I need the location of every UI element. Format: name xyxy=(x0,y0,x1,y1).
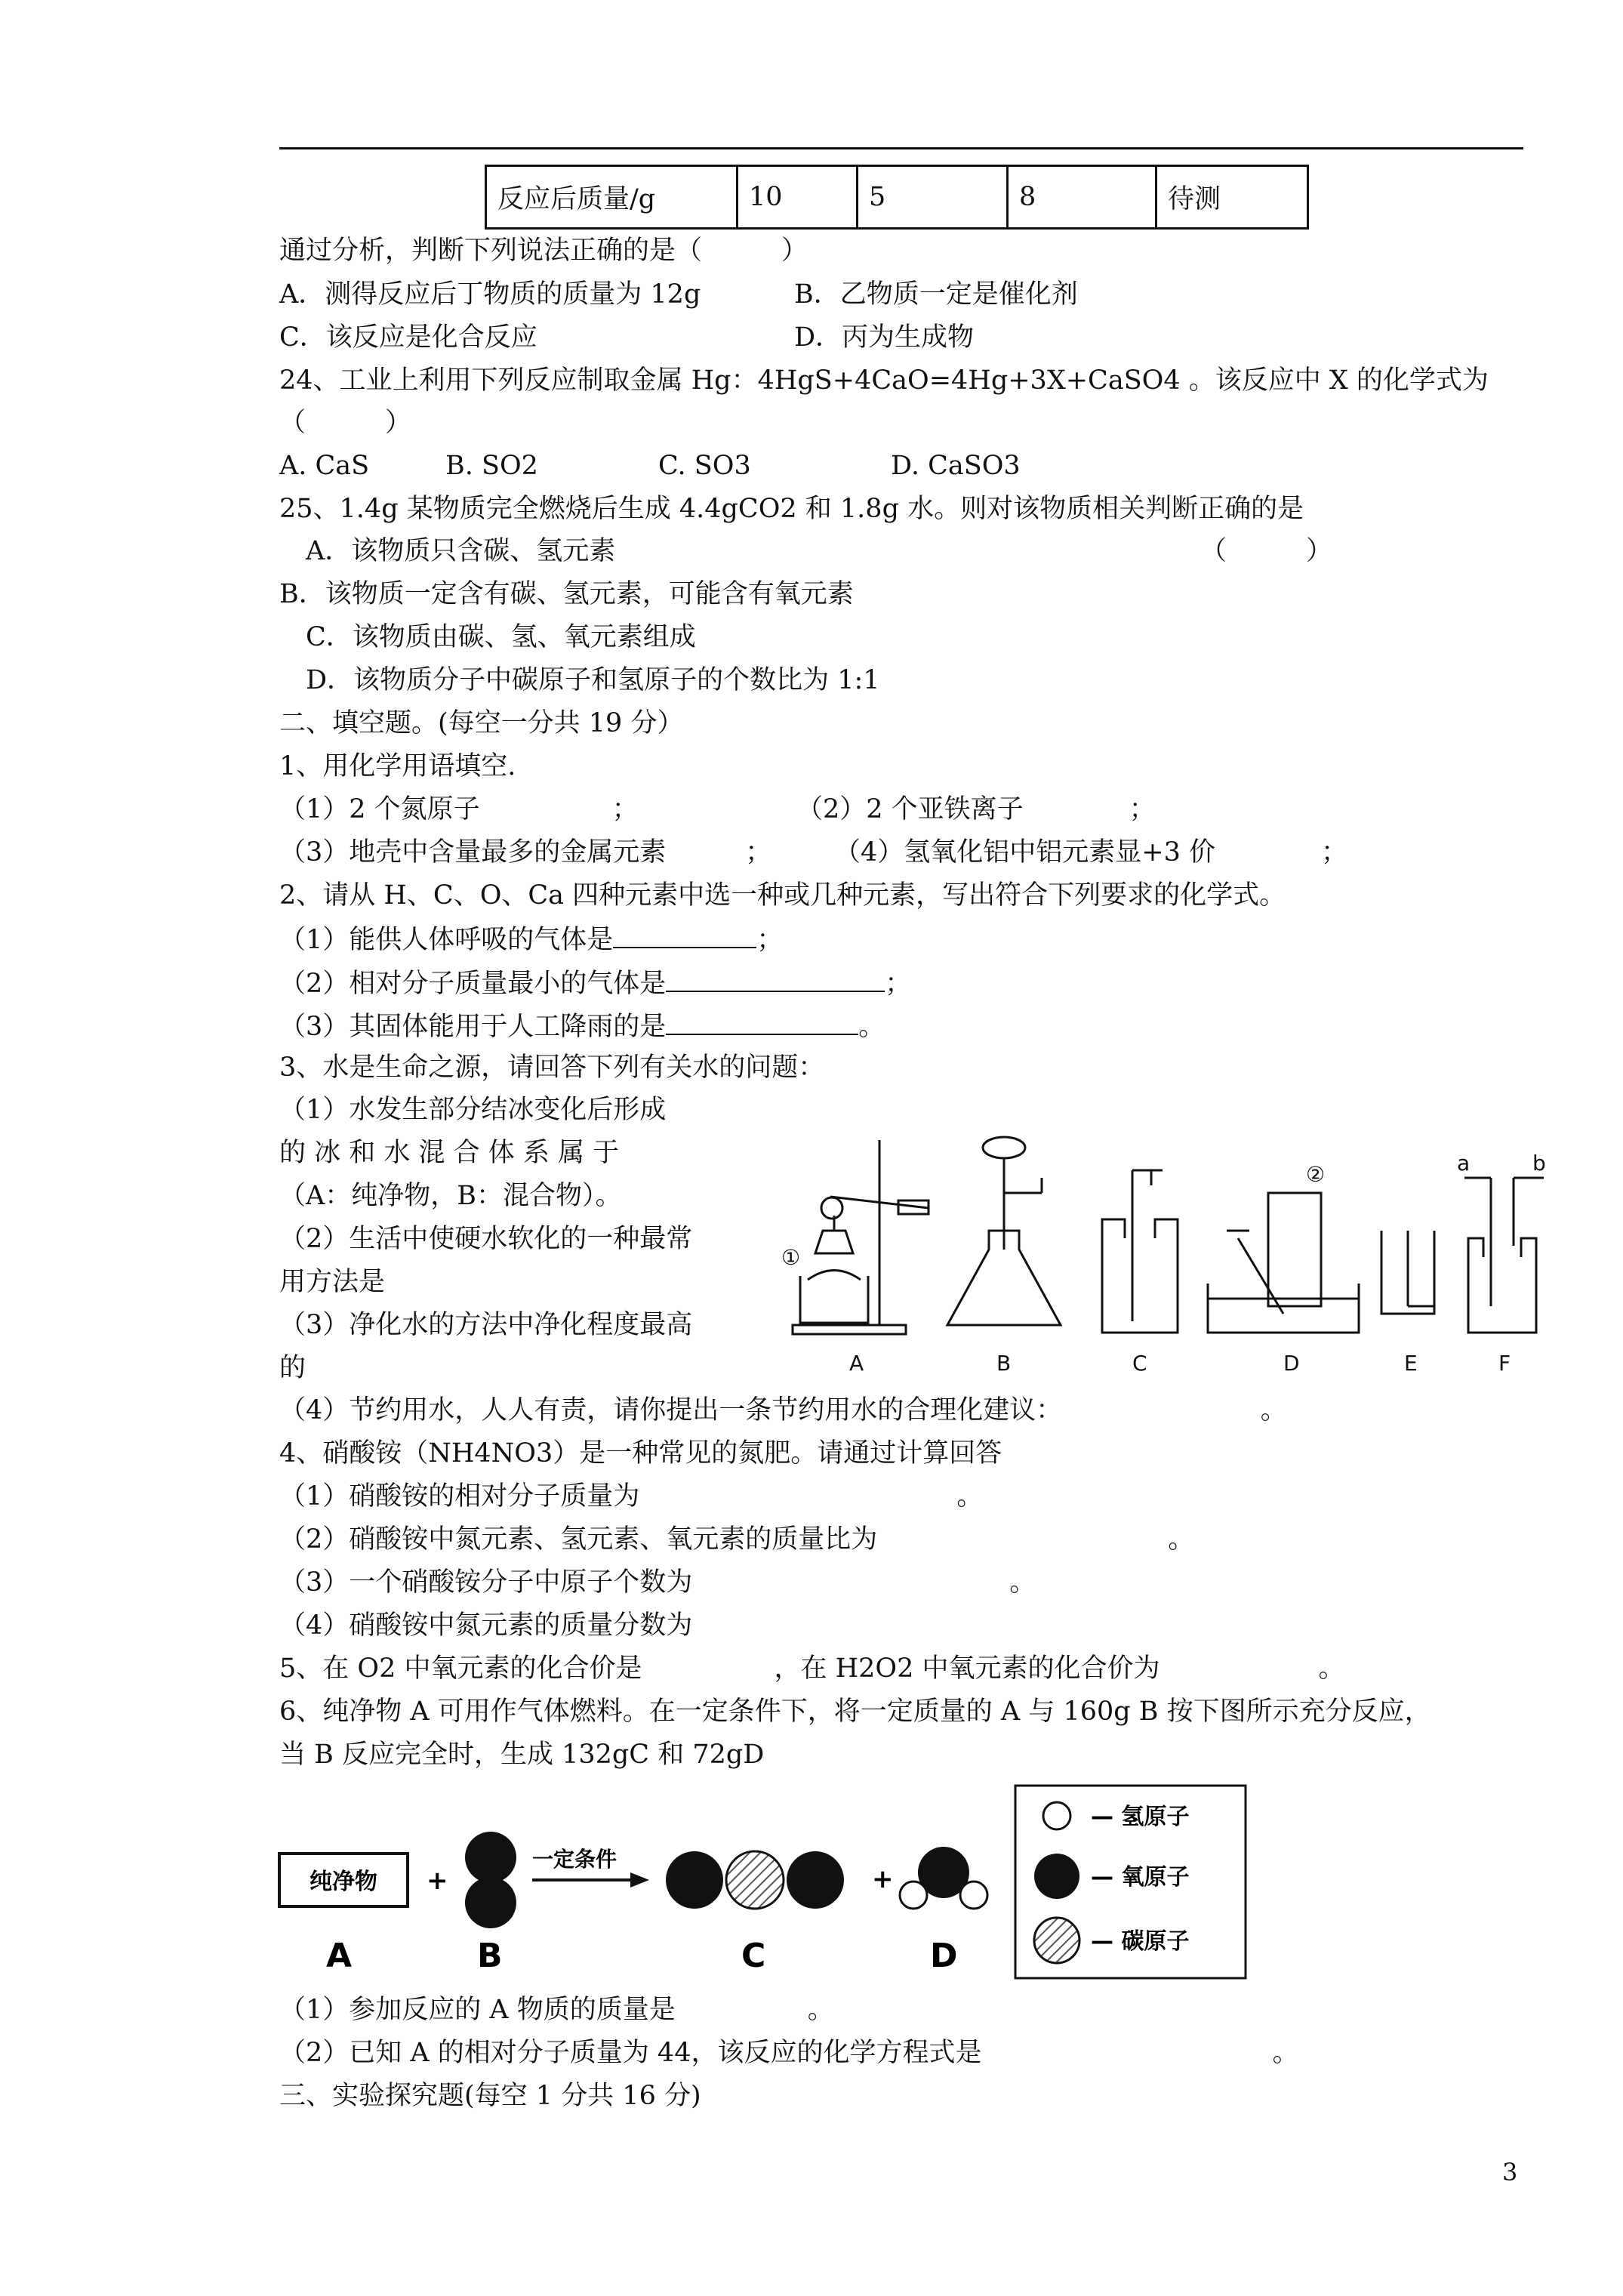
blank-item: 的 xyxy=(279,1353,306,1383)
reaction-diagram xyxy=(272,1774,1253,1986)
answer-bracket: （ ） xyxy=(279,408,412,438)
legend-oxygen: — 氧原子 xyxy=(1091,1864,1190,1891)
blank-item: （1）硝酸铵的相对分子质量为 。 xyxy=(279,1481,984,1512)
option-c: C．该物质由碳、氢、氧元素组成 xyxy=(306,622,696,652)
option-b: B. SO2 xyxy=(445,451,538,481)
oxygen-atom xyxy=(465,1832,516,1883)
blank-item: （1）能供人体呼吸的气体是 ； xyxy=(279,921,783,957)
blank-item: 用方法是 xyxy=(279,1267,386,1297)
answer-blank xyxy=(613,921,756,948)
oxygen-atom xyxy=(787,1851,844,1909)
blank-item: （4）节约用水，人人有责，请你提出一条节约用水的合理化建议： 。 xyxy=(279,1395,1287,1425)
option-c: C．该反应是化合反应 xyxy=(279,322,537,353)
question-6-cont: 当 B 反应完全时，生成 132gC 和 72gD xyxy=(279,1740,765,1770)
option-a: A．该物质只含碳、氢元素 xyxy=(306,536,616,566)
blank-label: （2）相对分子质量最小的气体是 xyxy=(279,969,667,999)
label-A: A xyxy=(849,1351,864,1376)
hydrogen-atom xyxy=(960,1881,987,1909)
section-heading: 三、实验探究题(每空 1 分共 16 分) xyxy=(279,2081,701,2111)
hydrogen-atom xyxy=(900,1881,927,1909)
blank-label: （1）能供人体呼吸的气体是 xyxy=(279,925,614,955)
blank-item: 的 冰 和 水 混 合 体 系 属 于 xyxy=(279,1138,620,1168)
blank-item: （4）硝酸铵中氮元素的质量分数为 xyxy=(279,1610,693,1641)
question-5: 5、在 O2 中氧元素的化合价是 ，在 H2O2 中氧元素的化合价为 。 xyxy=(279,1653,1345,1684)
oxygen-atom xyxy=(465,1877,516,1928)
blank-item: （2）生活中使硬水软化的一种最常 xyxy=(279,1224,693,1254)
label-D: D xyxy=(930,1937,958,1975)
label-F: F xyxy=(1498,1351,1511,1376)
label-C: C xyxy=(741,1937,766,1975)
oxygen-atom xyxy=(666,1851,723,1909)
arrowhead-icon xyxy=(630,1872,649,1888)
port-b: b xyxy=(1532,1151,1546,1176)
blank-item: （3）地壳中含量最多的金属元素 ； xyxy=(279,837,772,868)
question-3: 3、水是生命之源，请回答下列有关水的问题： xyxy=(279,1052,825,1083)
option-b: B．该物质一定含有碳、氢元素，可能含有氧元素 xyxy=(279,579,854,609)
question-line: 通过分析，判断下列说法正确的是（ ） xyxy=(279,236,808,266)
label-E: E xyxy=(1404,1351,1418,1376)
hydrogen-atom xyxy=(1043,1802,1070,1829)
blank-item: （3）净化水的方法中净化程度最高 xyxy=(279,1310,693,1340)
label-A: A xyxy=(326,1937,353,1975)
label-B: B xyxy=(477,1937,503,1975)
question-25: 25、1.4g 某物质完全燃烧后生成 4.4gCO2 和 1.8g 水。则对该物质相关判断正确的是 xyxy=(279,494,1304,524)
table-cell: 5 xyxy=(858,166,1008,229)
option-c: C. SO3 xyxy=(658,451,751,481)
legend-carbon: — 碳原子 xyxy=(1091,1928,1190,1955)
option-b: B．乙物质一定是催化剂 xyxy=(794,279,1078,310)
table-cell: 8 xyxy=(1008,166,1156,229)
legend-hydrogen: — 氢原子 xyxy=(1091,1804,1190,1830)
option-a: A. CaS xyxy=(279,451,370,481)
carbon-atom xyxy=(1034,1918,1079,1963)
blank-item: （4）氢氧化铝中铝元素显+3 价 ； xyxy=(834,837,1347,868)
oxygen-atom xyxy=(1034,1854,1079,1899)
header-rule xyxy=(279,147,1523,149)
option-d: D．丙为生成物 xyxy=(794,322,975,353)
plus-sign: + xyxy=(427,1866,448,1896)
condition-label: 一定条件 xyxy=(532,1847,617,1872)
blank-item: （1）水发生部分结冰变化后形成 xyxy=(279,1095,667,1125)
option-a: A．测得反应后丁物质的质量为 12g xyxy=(279,279,701,310)
port-a: a xyxy=(1457,1151,1471,1176)
question-24: 24、工业上利用下列反应制取金属 Hg：4HgS+4CaO=4Hg+3X+CaSO4 。该反应中 X 的化学式为 xyxy=(279,365,1489,396)
blank-item: （1）参加反应的 A 物质的质量是 。 xyxy=(279,1995,834,2025)
answer-blank xyxy=(666,965,885,992)
question-1: 1、用化学用语填空. xyxy=(279,751,516,781)
carbon-atom xyxy=(726,1851,784,1909)
blank-item: （A：纯净物，B：混合物）。 xyxy=(279,1181,622,1211)
section-heading: 二、填空题。(每空一分共 19 分） xyxy=(279,708,684,738)
option-d: D．该物质分子中碳原子和氢原子的个数比为 1:1 xyxy=(306,665,880,695)
blank-label: （3）其固体能用于人工降雨的是 xyxy=(279,1012,667,1042)
table-row xyxy=(486,166,1308,229)
page-number: 3 xyxy=(1502,2158,1518,2187)
blank-item: （2）硝酸铵中氮元素、氢元素、氧元素的质量比为 。 xyxy=(279,1524,1195,1555)
label-D: D xyxy=(1283,1351,1300,1376)
question-2: 2、请从 H、C、O、Ca 四种元素中选一种或几种元素，写出符合下列要求的化学式。 xyxy=(279,880,1286,911)
option-d: D. CaSO3 xyxy=(891,451,1021,481)
blank-item: （2）相对分子质量最小的气体是 ； xyxy=(279,965,911,1000)
table-cell: 待测 xyxy=(1156,166,1308,229)
answer-blank xyxy=(666,1008,858,1035)
blank-item: （2）2 个亚铁离子 ； xyxy=(796,794,1156,824)
blank-item: （3）一个硝酸铵分子中原子个数为 。 xyxy=(279,1567,1036,1598)
label-B: B xyxy=(996,1351,1012,1376)
table-cell: 反应后质量/g xyxy=(486,166,738,229)
blank-item: （2）已知 A 的相对分子质量为 44，该反应的化学方程式是 。 xyxy=(279,2038,1299,2068)
blank-item: （3）其固体能用于人工降雨的是 。 xyxy=(279,1008,885,1043)
marker-2: ② xyxy=(1306,1162,1326,1187)
question-6: 6、纯净物 A 可用作气体燃料。在一定条件下，将一定质量的 A 与 160g B 按下图所示充分反应， xyxy=(279,1697,1431,1727)
question-4: 4、硝酸铵（NH4NO3）是一种常见的氮肥。请通过计算回答 xyxy=(279,1438,1002,1469)
mass-table xyxy=(485,165,1309,230)
plus-sign: + xyxy=(872,1864,894,1894)
label-C: C xyxy=(1132,1351,1147,1376)
reactant-label: 纯净物 xyxy=(310,1869,377,1895)
marker-1: ① xyxy=(781,1245,801,1270)
blank-item: （1）2 个氮原子 ； xyxy=(279,794,639,824)
answer-bracket: （ ） xyxy=(1200,536,1333,566)
apparatus-figure xyxy=(781,1125,1555,1382)
table-cell: 10 xyxy=(738,166,858,229)
